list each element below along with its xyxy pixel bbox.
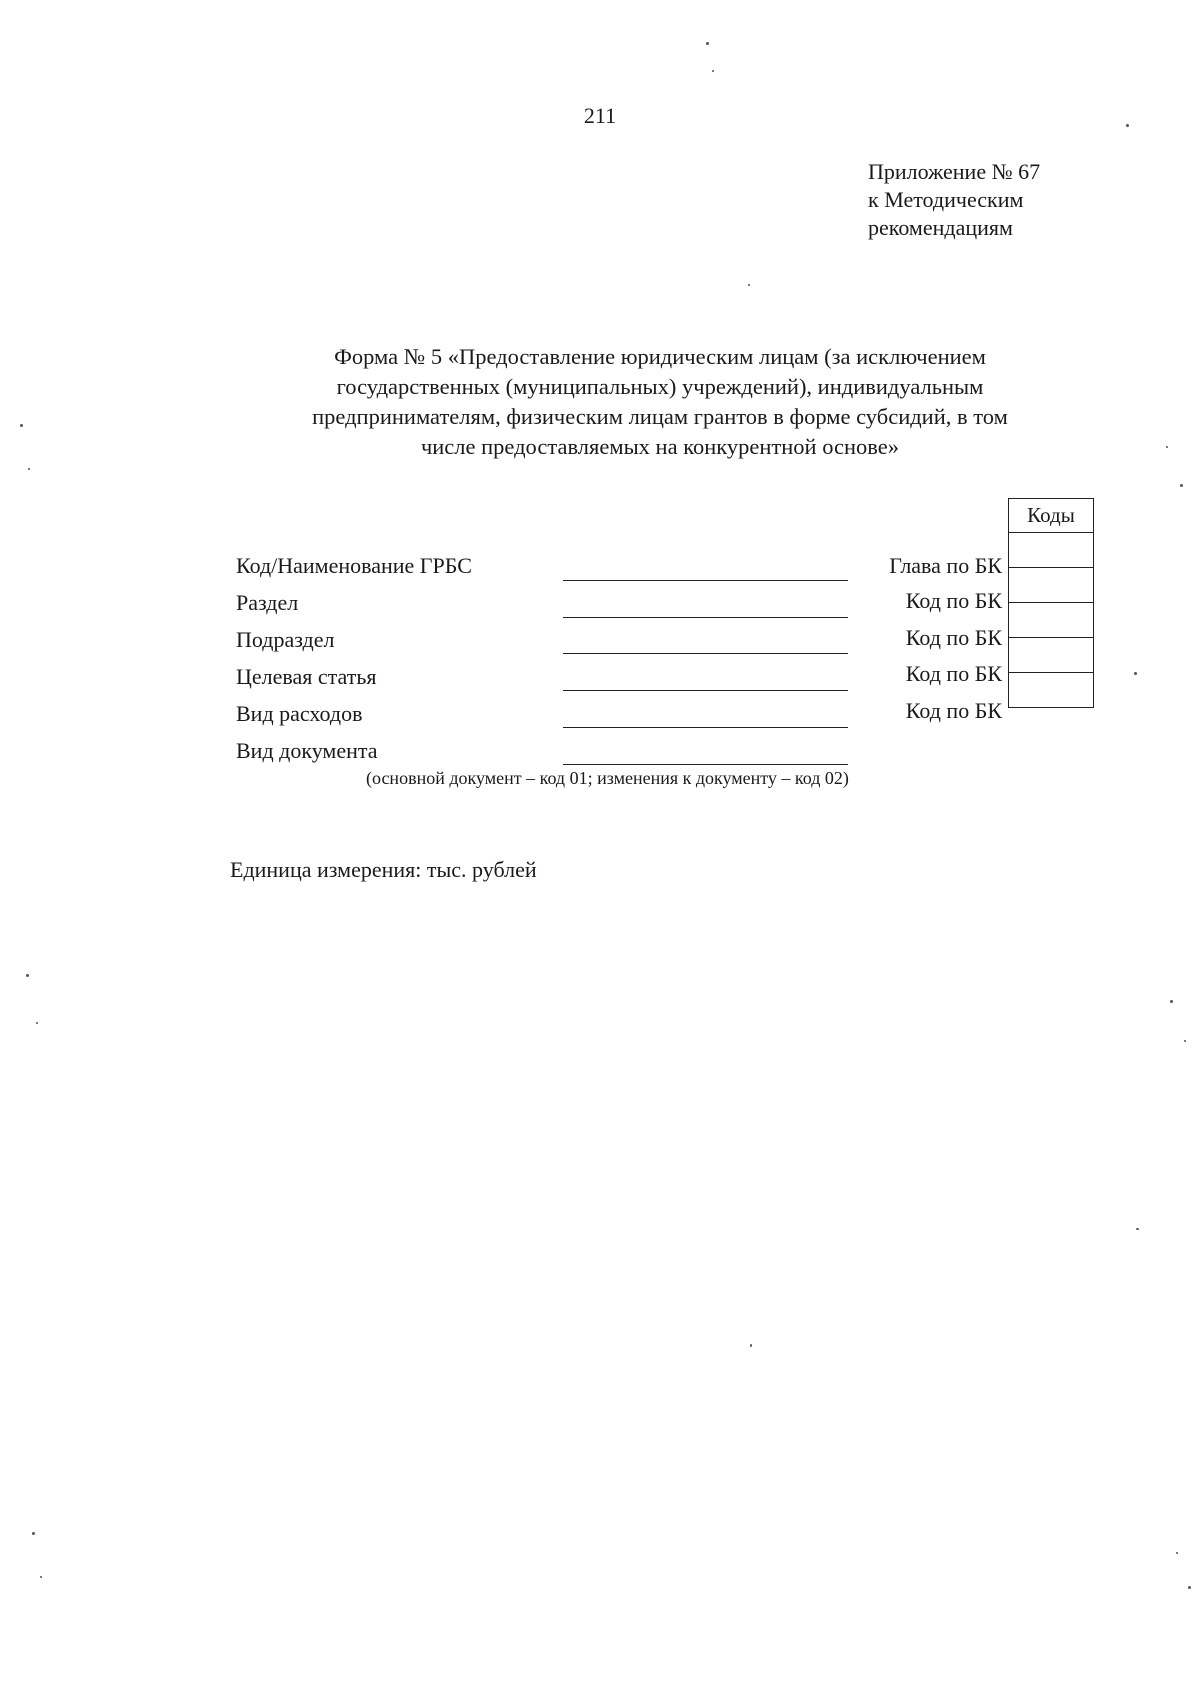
code-cell-subsection[interactable] [1009,603,1094,638]
doc-type-note: (основной документ – код 01; изменения к документу – код 02) [366,768,849,788]
scan-speck [32,1532,35,1535]
code-label-section: Код по БК [905,588,1002,613]
scan-speck [26,974,29,977]
code-label-target-article: Код по БК [905,661,1002,686]
appendix-line-2: к Методическим [868,187,1024,212]
code-cell-target-article[interactable] [1009,638,1094,673]
scan-speck [748,284,750,286]
field-line-grbs[interactable] [563,580,848,581]
form-title-line-4: числе предоставляемых на конкурентной основе» [420,434,900,459]
scan-speck [1134,672,1137,675]
scan-speck [712,70,714,72]
scan-speck [1176,1552,1178,1554]
field-line-section[interactable] [563,617,848,618]
field-label-expense-type: Вид расходов [236,701,363,726]
code-label-grbs: Глава по БК [889,553,1002,578]
form-title [230,342,1090,462]
scan-speck [1126,124,1129,127]
form-title-line-1: Форма № 5 «Предоставление юридическим лицам (за исключением [334,344,986,369]
field-label-subsection: Подраздел [236,627,335,652]
scan-speck [1136,1228,1139,1230]
scan-speck [28,468,30,470]
field-line-doc-type[interactable] [563,764,848,765]
scan-speck [20,424,23,427]
scan-speck [1180,484,1183,487]
scan-speck [1166,446,1168,448]
code-label-expense-type: Код по БК [905,698,1002,723]
page-number: 211 [583,103,617,128]
codes-header: Коды [1009,499,1094,533]
scan-speck [706,42,709,45]
scan-speck [40,1576,42,1578]
scan-speck [1188,1586,1191,1589]
appendix-line-3: рекомендациям [868,215,1013,240]
field-line-subsection[interactable] [563,653,848,654]
scan-speck [750,1344,752,1347]
field-label-grbs: Код/Наименование ГРБС [236,553,472,578]
field-label-doc-type: Вид документа [236,738,378,763]
code-cell-section[interactable] [1009,568,1094,603]
field-label-section: Раздел [236,590,299,615]
appendix-block [868,158,1040,242]
form-title-line-3: предпринимателям, физическим лицам грантов в форме субсидий, в том [312,404,1008,429]
scan-speck [1170,1000,1173,1003]
code-cell-grbs[interactable] [1009,533,1094,568]
scan-speck [1184,1040,1186,1042]
appendix-line-1: Приложение № 67 [868,159,1041,184]
unit-of-measure: Единица измерения: тыс. рублей [230,857,537,882]
field-line-expense-type[interactable] [563,727,848,728]
scan-speck [36,1022,38,1024]
field-line-target-article[interactable] [563,690,848,691]
code-cell-expense-type[interactable] [1009,673,1094,708]
field-label-target-article: Целевая статья [236,664,377,689]
codes-table [1008,498,1094,708]
form-title-line-2: государственных (муниципальных) учреждений), индивидуальным [336,374,984,399]
code-label-subsection: Код по БК [905,625,1002,650]
